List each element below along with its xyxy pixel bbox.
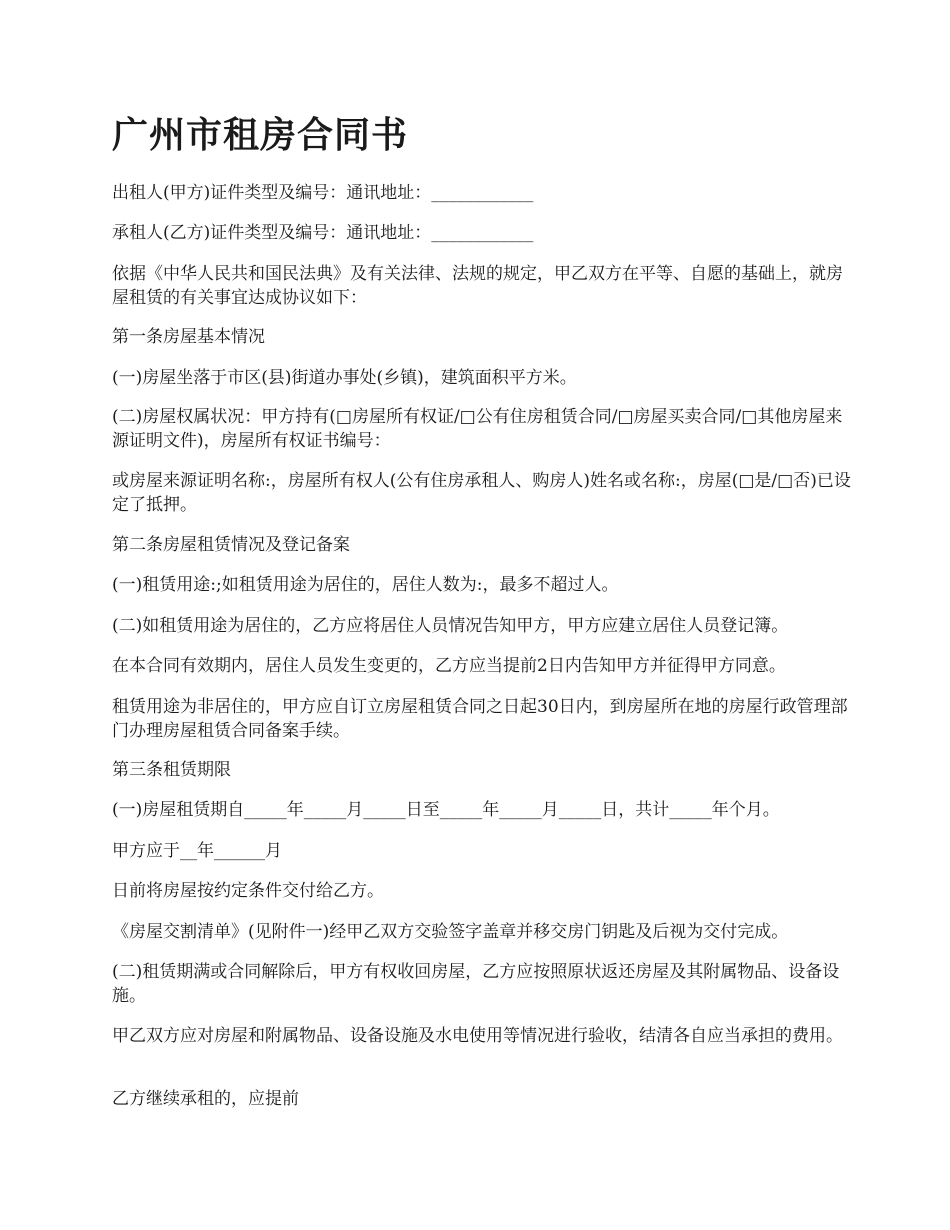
heading-article-3: 第三条租赁期限 [112,760,231,780]
paragraph-lease-end: (二)租赁期满或合同解除后，甲方有权收回房屋，乙方应按照原状返还房屋及其附属物品、设备设施。 [112,962,840,1006]
paragraph-lessor-info: 出租人(甲方)证件类型及编号：通讯地址：____________ [112,183,534,203]
paragraph-lease-term: (一)房屋租赁期自_____年_____月_____日至_____年_____月_____日，共计_____年个月。 [112,800,780,820]
paragraph-resident-change: 在本合同有效期内，居住人员发生变更的，乙方应当提前2日内告知甲方并征得甲方同意。 [112,656,786,676]
paragraph-handover-list: 《房屋交割清单》(见附件一)经甲乙双方交验签字盖章并移交房门钥匙及后视为交付完成。 [112,922,789,942]
paragraph-filing: 租赁用途为非居住的，甲方应自订立房屋租赁合同之日起30日内，到房屋所在地的房屋行政管理部门办理房屋租赁合同备案手续。 [112,697,848,741]
heading-article-2: 第二条房屋租赁情况及登记备案 [112,535,350,555]
paragraph-lessee-info: 承租人(乙方)证件类型及编号：通讯地址：____________ [112,223,534,243]
paragraph-delivery-terms: 日前将房屋按约定条件交付给乙方。 [112,881,384,901]
paragraph-inspection: 甲乙双方应对房屋和附属物品、设备设施及水电使用等情况进行验收，结清各自应当承担的费用。 [112,1026,843,1046]
paragraph-delivery-date: 甲方应于__年______月 [112,841,282,861]
paragraph-resident-register: (二)如租赁用途为居住的，乙方应将居住人员情况告知甲方，甲方应建立居住人员登记簿。 [112,616,789,636]
document-title: 广州市租房合同书 [112,115,409,156]
paragraph-ownership-status: (二)房屋权属状况：甲方持有(□房屋所有权证/□公有住房租赁合同/□房屋买卖合同/□其他房屋来源证明文件)，房屋所有权证书编号： [112,407,843,451]
paragraph-renewal: 乙方继续承租的，应提前 [112,1089,299,1109]
heading-article-1: 第一条房屋基本情况 [112,327,265,347]
paragraph-source-proof: 或房屋来源证明名称:，房屋所有权人(公有住房承租人、购房人)姓名或名称:，房屋(□是/□否)已设定了抵押。 [112,471,851,515]
paragraph-house-location: (一)房屋坐落于市区(县)街道办事处(乡镇)，建筑面积平方米。 [112,368,577,388]
paragraph-preamble: 依据《中华人民共和国民法典》及有关法律、法规的规定，甲乙双方在平等、自愿的基础上，就房屋租赁的有关事宜达成协议如下： [112,264,843,308]
paragraph-rental-use: (一)租赁用途:;如租赁用途为居住的，居住人数为:，最多不超过人。 [112,575,619,595]
